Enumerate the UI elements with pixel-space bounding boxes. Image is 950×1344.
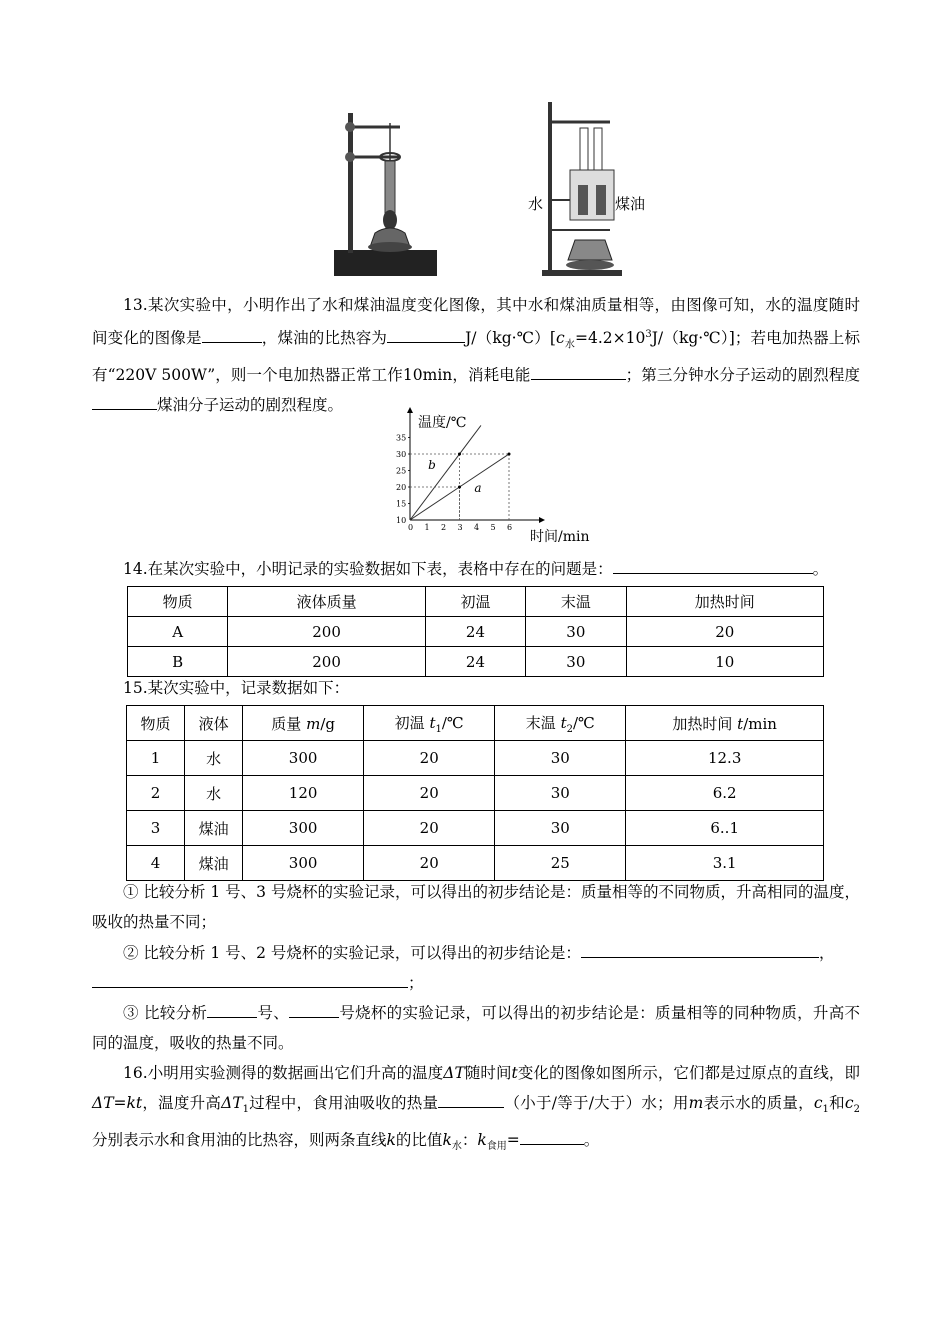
y-axis-label: 温度/℃ [418,415,467,431]
table-cell: 24 [425,617,525,647]
table-cell: 25 [495,846,626,881]
water-label: 水 [528,195,544,213]
table-cell: 20 [364,846,495,881]
x-tick-label: 2 [441,523,447,532]
q14-blank[interactable] [613,555,813,574]
table-cell: 煤油 [185,846,243,881]
table-cell: 30 [526,647,626,677]
table-cell: 20 [364,776,495,811]
table-row [127,846,824,881]
apparatus-figure-2 [540,100,630,280]
q14-table [127,586,824,677]
kerosene-label: 煤油 [615,195,646,213]
table-cell: 30 [526,617,626,647]
table-cell: 20 [364,741,495,776]
table-header: 物质 [128,587,228,617]
table-header: 物质 [127,706,185,741]
q15-blank-2[interactable] [92,969,408,988]
series-label-b: b [428,457,436,472]
table-row [128,617,824,647]
table-cell: 300 [243,811,364,846]
table-header: 液体质量 [228,587,425,617]
q16-blank-2[interactable] [520,1126,584,1145]
table-cell: 2 [127,776,185,811]
q15-conclusion-3: ③ 比较分析 号、 号烧杯的实验记录，可以得出的初步结论是：质量相等的同种物质，升高不同的温度，吸收的热量不同。 [92,998,860,1058]
q15-blank-3[interactable] [207,999,257,1018]
table-header: 末温 [526,587,626,617]
temperature-time-chart [380,405,590,545]
table-cell: 3 [127,811,185,846]
table-cell: 10 [626,647,823,677]
q13-blank-4[interactable] [92,391,157,410]
x-axis-label: 时间/min [530,529,590,545]
x-tick-label: 1 [424,523,430,532]
data-point [508,453,511,456]
table-cell: 12.3 [626,741,824,776]
q15-conclusion-1: ① 比较分析 1 号、3 号烧杯的实验记录，可以得出的初步结论是：质量相等的不同物质，升高相同的温度，吸收的热量不同； [92,883,860,931]
table-cell: 6.2 [626,776,824,811]
table-header-row [128,587,824,617]
x-tick-label: 0 [408,523,414,532]
table-row [127,776,824,811]
y-tick-label: 20 [396,483,407,492]
apparatus-figure-1 [330,105,440,280]
question-16: 16.小明用实验测得的数据画出它们升高的温度ΔT随时间t变化的图像如图所示，它们都是过原点的直线，即ΔT=kt，温度升高$\Delta T_1$过程中，食用油吸收的热量 （小于/等于/大于）水；用m表示水的质量，$c_1$和$c_2$分别表示水和食用油的比热容，则两条直线k的比值$k_水$：$k_{食用}=$ 。 [92,1064,860,1153]
table-header: 液体 [185,706,243,741]
table-cell: 水 [185,776,243,811]
table-cell: 煤油 [185,811,243,846]
table-cell: 30 [495,741,626,776]
table-cell: 水 [185,741,243,776]
y-tick-label: 35 [396,433,407,443]
q13-blank-3[interactable] [531,361,626,380]
table-cell: 300 [243,741,364,776]
table-cell: 200 [228,647,425,677]
series-line-b [410,425,481,520]
y-tick-label: 10 [396,516,407,525]
table-cell: B [128,647,228,677]
question-14: 14.在某次实验中，小明记录的实验数据如下表，表格中存在的问题是： 。 [92,554,860,584]
table-header: 质量 m/g [243,706,364,741]
question-15: 15.某次实验中，记录数据如下： [123,679,350,697]
x-tick-label: 6 [507,523,513,532]
q13-blank-1[interactable] [202,324,262,343]
table-cell: 1 [127,741,185,776]
table-row [127,811,824,846]
q15-blank-4[interactable] [289,999,339,1018]
table-cell: 20 [626,617,823,647]
q15-conclusion-2: ② 比较分析 1 号、2 号烧杯的实验记录，可以得出的初步结论是： ， ； [92,938,860,998]
y-tick-label: 25 [396,466,407,476]
table-cell: 300 [243,846,364,881]
table-cell: 24 [425,647,525,677]
table-cell: 200 [228,617,425,647]
table-cell: 6..1 [626,811,824,846]
y-tick-label: 15 [396,499,407,509]
table-cell: 20 [364,811,495,846]
table-header: 初温 [425,587,525,617]
y-tick-label: 30 [396,450,407,459]
table-header-row [127,706,824,741]
table-cell: 4 [127,846,185,881]
table-cell: 30 [495,776,626,811]
table-cell: 120 [243,776,364,811]
table-cell: 3.1 [626,846,824,881]
table-header: 加热时间 [626,587,823,617]
x-tick-label: 4 [474,523,480,532]
table-header: 加热时间 t/min [626,706,824,741]
data-point [458,486,461,489]
q15-blank-1[interactable] [581,939,819,958]
table-header: 末温 $t_2/℃$ [495,706,626,741]
table-row [127,741,824,776]
table-cell: 30 [495,811,626,846]
x-tick-label: 3 [457,523,463,532]
series-label-a: a [474,480,482,495]
q15-table [126,705,824,881]
data-point [458,453,461,456]
q13-blank-2[interactable] [387,324,465,343]
table-cell: A [128,617,228,647]
x-tick-label: 5 [490,523,496,532]
q16-blank-1[interactable] [438,1089,504,1108]
table-header: 初温 $t_1/℃$ [364,706,495,741]
question-13: 13.某次实验中，小明作出了水和煤油温度变化图像，其中水和煤油质量相等，由图像可知，水的温度随时间变化的图像是 ，煤油的比热容为 $J/(kg\cdot℃)[c_水=4.2\times 10^3J/(kg\cdot℃)]$；若电加热器上标有“220V 500W”，则一个电加热器正常工作10min，消耗电能 ；第三分钟水分子运动的剧烈程度煤油分子运动的剧烈程度。 [92,296,860,415]
table-row [128,647,824,677]
